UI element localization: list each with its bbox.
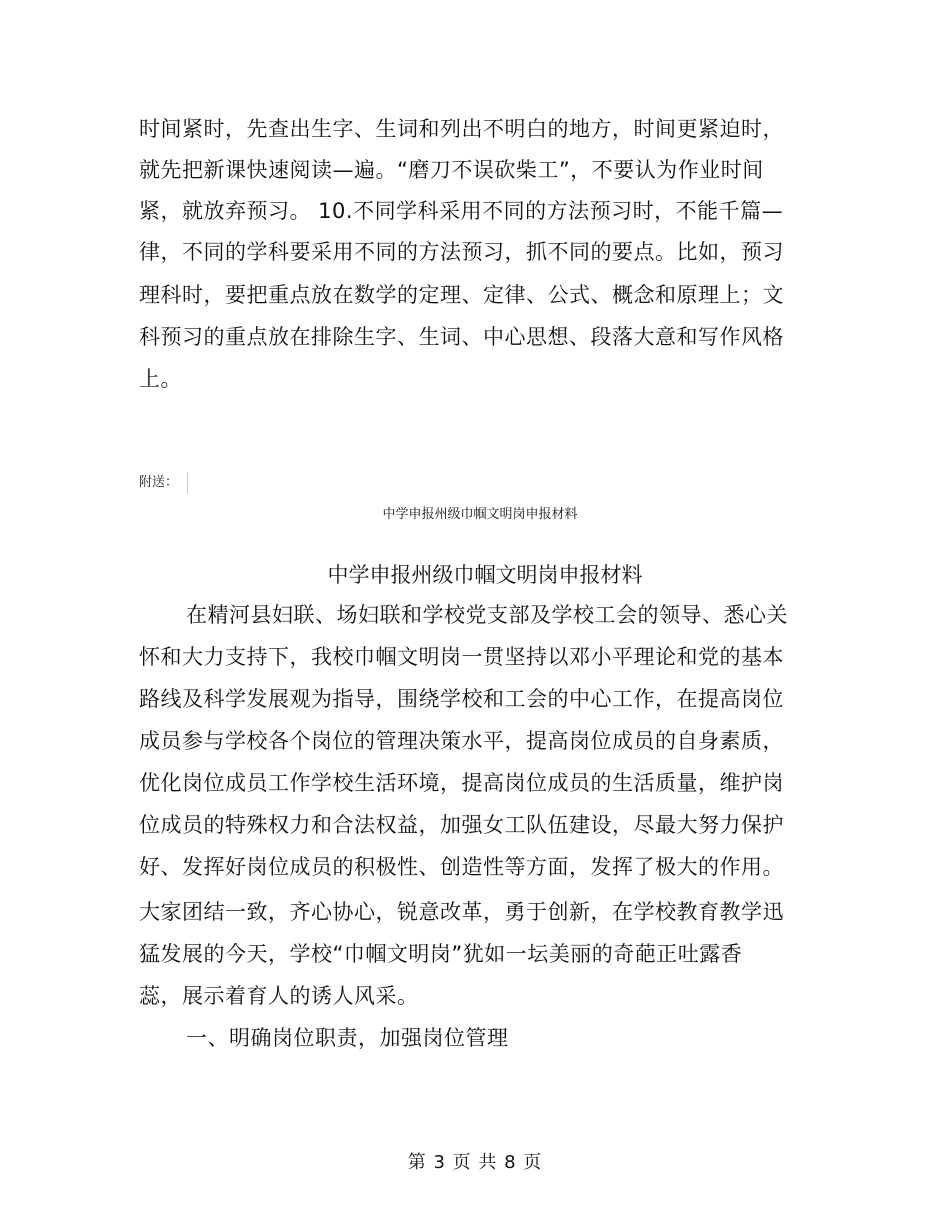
- text-line: 成员参与学校各个岗位的管理决策水平，提高岗位成员的自身素质，: [139, 729, 784, 753]
- text-line: 大家团结一致，齐心协心，锐意改革，勇于创新，在学校教育教学迅: [139, 900, 784, 924]
- text-line: 律，不同的学科要采用不同的方法预习，抓不同的要点。比如，预习: [139, 240, 784, 264]
- text-line: 就先把新课快速阅读—遍。“磨刀不误砍柴工”，不要认为作业时间: [139, 158, 764, 182]
- text-line: 怀和大力支持下，我校巾帼文明岗一贯坚持以邓小平理论和党的基本: [139, 645, 784, 669]
- text-line: 路线及科学发展观为指导，围绕学校和工会的中心工作，在提高岗位: [139, 687, 784, 711]
- divider: [187, 472, 188, 494]
- section-heading: 一、明确岗位职责，加强岗位管理: [186, 1026, 509, 1050]
- attachment-label: 附送：: [139, 475, 179, 490]
- text-line: 位成员的特殊权力和合法权益，加强女工队伍建设，尽最大努力保护: [139, 813, 784, 837]
- text-line: 理科时，要把重点放在数学的定理、定律、公式、概念和原理上；文: [139, 283, 784, 307]
- document-title: 中学申报州级巾帼文明岗申报材料: [327, 563, 643, 587]
- text-line: 紧，就放弃预习。 10.不同学科采用不同的方法预习时，不能千篇—: [139, 199, 784, 223]
- text-line: 科预习的重点放在排除生字、生词、中心思想、段落大意和写作风格: [139, 325, 784, 349]
- page-number: 第 3 页 共 8 页: [407, 1152, 543, 1173]
- text-line: 猛发展的今天，学校“巾帼文明岗”犹如一坛美丽的奇葩正吐露香: [139, 942, 743, 966]
- text-line: 蕊，展示着育人的诱人风采。: [139, 984, 419, 1008]
- text-line: 时间紧时，先查出生字、生词和列出不明白的地方，时间更紧迫时，: [139, 117, 784, 141]
- text-line: 在精河县妇联、场妇联和学校党支部及学校工会的领导、悉心关: [186, 603, 788, 627]
- text-line: 好、发挥好岗位成员的积极性、创造性等方面，发挥了极大的作用。: [139, 855, 784, 879]
- text-line: 优化岗位成员工作学校生活环境，提高岗位成员的生活质量，维护岗: [139, 771, 784, 795]
- small-title: 中学申报州级巾帼文明岗申报材料: [382, 507, 578, 522]
- text-line: 上。: [139, 367, 182, 391]
